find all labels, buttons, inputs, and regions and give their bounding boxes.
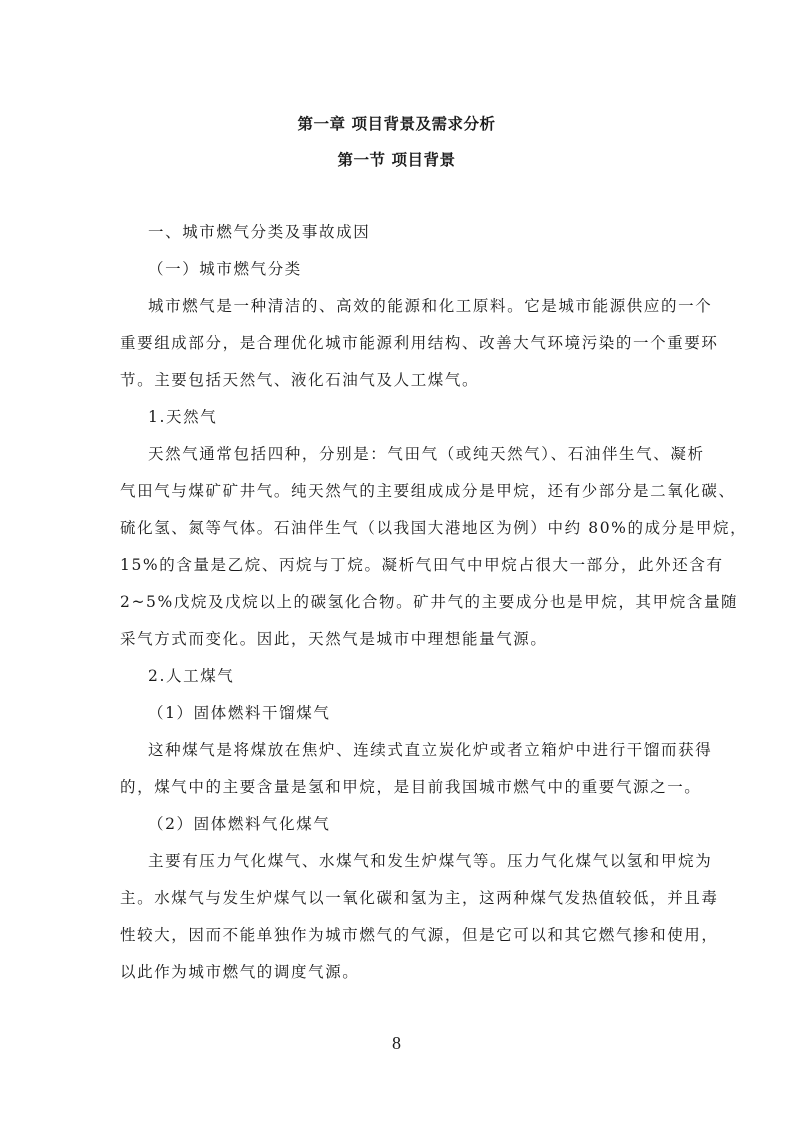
paragraph-line: 硫化氢、氮等气体。石油伴生气（以我国大港地区为例）中约 80%的成分是甲烷， [120, 519, 748, 537]
heading-level-3: 2.人工煤气 [148, 667, 235, 685]
paragraph-line: 主。水煤气与发生炉煤气以一氧化碳和氢为主，这两种煤气发热值较低，并且毒 [120, 889, 719, 907]
chapter-title: 第一章 项目背景及需求分析 [297, 114, 496, 133]
paragraph-line: 节。主要包括天然气、液化石油气及人工煤气。 [120, 371, 480, 389]
heading-level-4: （1）固体燃料干馏煤气 [148, 704, 331, 722]
heading-level-3: 1.天然气 [148, 408, 218, 426]
paragraph-line: 性较大，因而不能单独作为城市燃气的气源，但是它可以和其它燃气掺和使用， [120, 926, 719, 944]
page-number: 8 [392, 1033, 401, 1053]
heading-level-2: （一）城市燃气分类 [148, 260, 302, 278]
paragraph-line: 2~5%戊烷及戊烷以上的碳氢化合物。矿井气的主要成分也是甲烷，其甲烷含量随 [120, 593, 739, 611]
heading-level-4: （2）固体燃料气化煤气 [148, 815, 331, 833]
paragraph-line: 气田气与煤矿矿井气。纯天然气的主要组成成分是甲烷，还有少部分是二氧化碳、 [120, 482, 736, 500]
heading-level-1: 一、城市燃气分类及事故成因 [148, 223, 371, 241]
paragraph-line: 这种煤气是将煤放在焦炉、连续式直立炭化炉或者立箱炉中进行干馏而获得 [148, 741, 713, 759]
paragraph-line: 以此作为城市燃气的调度气源。 [120, 963, 360, 981]
paragraph-line: 采气方式而变化。因此，天然气是城市中理想能量气源。 [120, 630, 548, 648]
paragraph-line: 天然气通常包括四种，分别是：气田气（或纯天然气）、石油伴生气、凝析 [148, 445, 705, 463]
paragraph-line: 15%的含量是乙烷、丙烷与丁烷。凝析气田气中甲烷占很大一部分，此外还含有 [120, 556, 724, 574]
paragraph-line: 重要组成部分，是合理优化城市能源利用结构、改善大气环境污染的一个重要环 [120, 334, 719, 352]
paragraph-line: 主要有压力气化煤气、水煤气和发生炉煤气等。压力气化煤气以氢和甲烷为 [148, 852, 713, 870]
paragraph-line: 城市燃气是一种清洁的、高效的能源和化工原料。它是城市能源供应的一个 [148, 297, 713, 315]
section-title: 第一节 项目背景 [337, 150, 456, 169]
paragraph-line: 的，煤气中的主要含量是氢和甲烷，是目前我国城市燃气中的重要气源之一。 [120, 778, 702, 796]
